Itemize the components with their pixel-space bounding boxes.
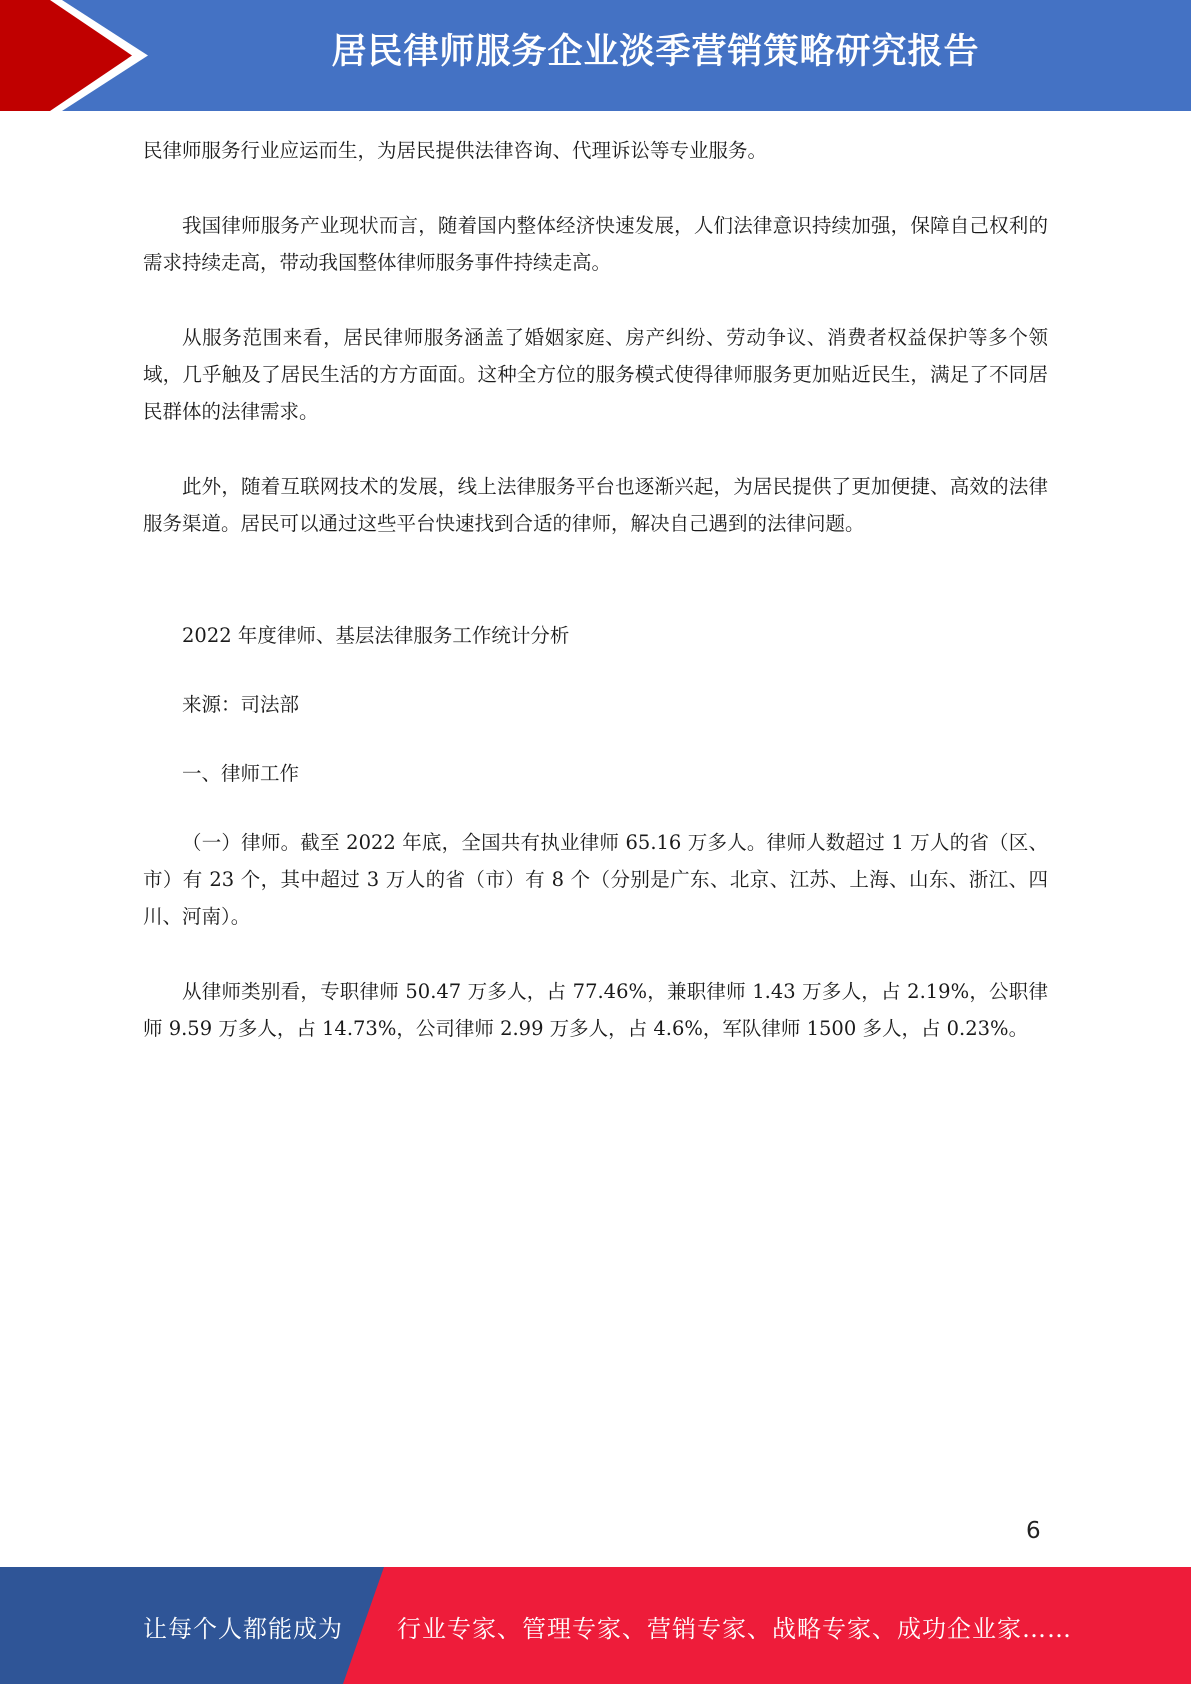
source-line: 来源：司法部: [182, 693, 300, 716]
paragraph-lawyer-categories: 从律师类别看，专职律师 50.47 万多人，占 77.46%，兼职律师 1.43 万多人，占 2.19%，公职律师 9.59 万多人，占 14.73%，公司律师 2.99 万多人，占 4.6%，军队律师 1500 多人，占 0.23%。: [143, 980, 1048, 1040]
section-heading-lawyer-work: 一、律师工作: [182, 762, 300, 785]
paragraph-industry-status: 我国律师服务产业现状而言，随着国内整体经济快速发展，人们法律意识持续加强，保障自己权利的需求持续走高，带动我国整体律师服务事件持续走高。: [143, 214, 1048, 274]
paragraph-lawyer-count: （一）律师。截至 2022 年底，全国共有执业律师 65.16 万多人。律师人数超过 1 万人的省（区、市）有 23 个，其中超过 3 万人的省（市）有 8 个（分别是广东、北京、江苏、上海、山东、浙江、四川、河南）。: [143, 831, 1048, 928]
paragraph-intro-continued: 民律师服务行业应运而生，为居民提供法律咨询、代理诉讼等专业服务。: [143, 139, 768, 162]
footer-banner: [0, 1567, 1191, 1684]
page-number: 6: [1026, 1518, 1041, 1544]
paragraph-online-platforms: 此外，随着互联网技术的发展，线上法律服务平台也逐渐兴起，为居民提供了更加便捷、高效的法律服务渠道。居民可以通过这些平台快速找到合适的律师，解决自己遇到的法律问题。: [143, 475, 1048, 535]
header-red-chevron: [0, 0, 160, 111]
footer-slogan-right: 行业专家、管理专家、营销专家、战略专家、成功企业家……: [397, 1615, 1072, 1643]
header-banner: [0, 0, 1191, 111]
page-title: 居民律师服务企业淡季营销策略研究报告: [331, 32, 980, 72]
section-heading-statistics: 2022 年度律师、基层法律服务工作统计分析: [182, 624, 570, 647]
document-body: [143, 132, 1048, 1047]
footer-slogan-left: 让每个人都能成为: [143, 1615, 343, 1643]
paragraph-service-scope: 从服务范围来看，居民律师服务涵盖了婚姻家庭、房产纠纷、劳动争议、消费者权益保护等多个领域，几乎触及了居民生活的方方面面。这种全方位的服务模式使得律师服务更加贴近民生，满足了不同居民群体的法律需求。: [143, 326, 1048, 423]
